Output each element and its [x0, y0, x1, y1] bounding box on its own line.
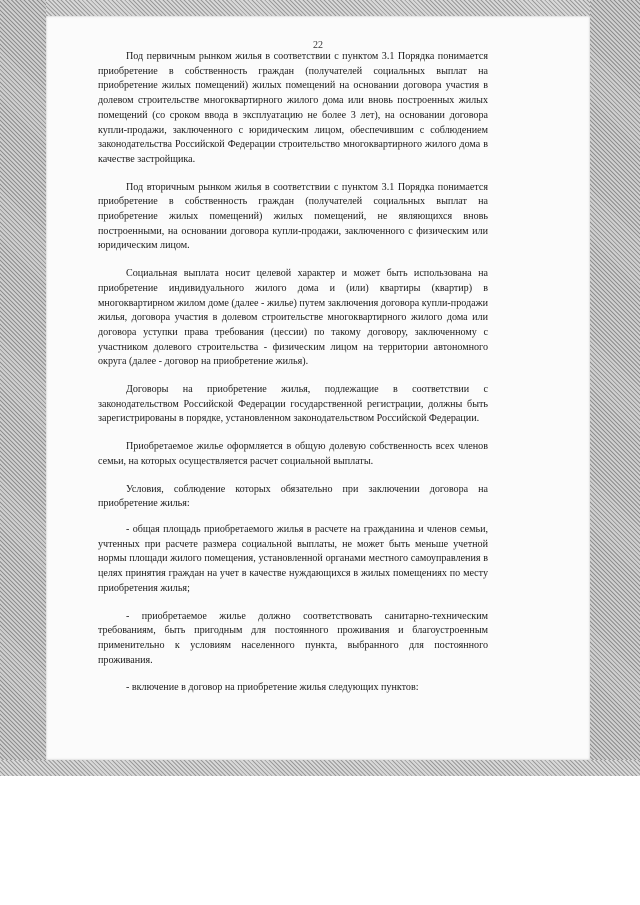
paragraph-secondary-market: Под вторичным рынком жилья в соответствии с пунктом 3.1 Порядка понимается приобретение в собственность граждан (получателей социальных выплат на приобретение жилых помещений) жилых помещений, не являющихся вновь построенными, на основании договора купли-продажи, заключенного с физическим или юридическим лицом.: [98, 181, 488, 252]
paragraph-contract-registration: Договоры на приобретение жилья, подлежащие в соответствии с законодательством Российской Федерации государственной регистрации, должны быть зарегистрированы в порядке, установленном законодательством Российской Федерации.: [98, 384, 488, 425]
paragraph-social-payment-purpose: Социальная выплата носит целевой характер и может быть использована на приобретение индивидуального жилого дома и (или) квартиры (квартир) в многоквартирном жилом доме (далее - жилье) путем заключения договора купли-продажи жилья, договора участия в долевом строительстве многоквартирного жилого дома или договора уступки права требования (цессии) по такому договору, заключенному с участником долевого строительства - физическим лицом на территории автономного округа (далее - договор на приобретение жилья).: [98, 268, 488, 368]
scan-border-left: [0, 0, 46, 770]
scan-border-right: [590, 0, 640, 770]
page-number: 22: [313, 40, 323, 51]
list-item-sanitary-requirements: - приобретаемое жилье должно соответствовать санитарно-техническим требованиям, быть пригодным для постоянного проживания и благоустроенным применительно к условиям населенного пункта, выбранного для постоянного проживания.: [98, 610, 488, 666]
scan-border-top: [0, 0, 640, 16]
blank-scan-area: [0, 776, 640, 905]
list-item-area-norm: - общая площадь приобретаемого жилья в расчете на гражданина и членов семьи, учтенных при расчете размера социальной выплаты, не может быть меньше учетной нормы площади жилого помещения, установленной органами местного самоуправления в целях принятия граждан на учет в качестве нуждающихся в жилых помещениях по месту приобретения жилья;: [98, 523, 488, 594]
document-body: [98, 50, 488, 709]
scan-border-bottom: [0, 760, 640, 776]
paragraph-conditions-intro: Условия, соблюдение которых обязательно при заключении договора на приобретение жилья:: [98, 483, 488, 510]
paragraph-shared-ownership: Приобретаемое жилье оформляется в общую долевую собственность всех членов семьи, на которых осуществляется расчет социальной выплаты.: [98, 441, 488, 467]
list-item-contract-clauses: - включение в договор на приобретение жилья следующих пунктов:: [126, 682, 419, 694]
paragraph-primary-market: Под первичным рынком жилья в соответствии с пунктом 3.1 Порядка понимается приобретение в собственность граждан (получателей социальных выплат на приобретение жилых помещений) жилых помещений на основании договора участия в долевом строительстве многоквартирного жилого дома или вновь построенных жилых помещений (со сроком ввода в эксплуатацию не более 3 лет), на основании договора купли-продажи, заключенного с юридическим лицом, обеспечившим с соблюдением законодательства Российской Федерации строительство многоквартирного жилого дома в качестве застройщика.: [98, 51, 488, 165]
